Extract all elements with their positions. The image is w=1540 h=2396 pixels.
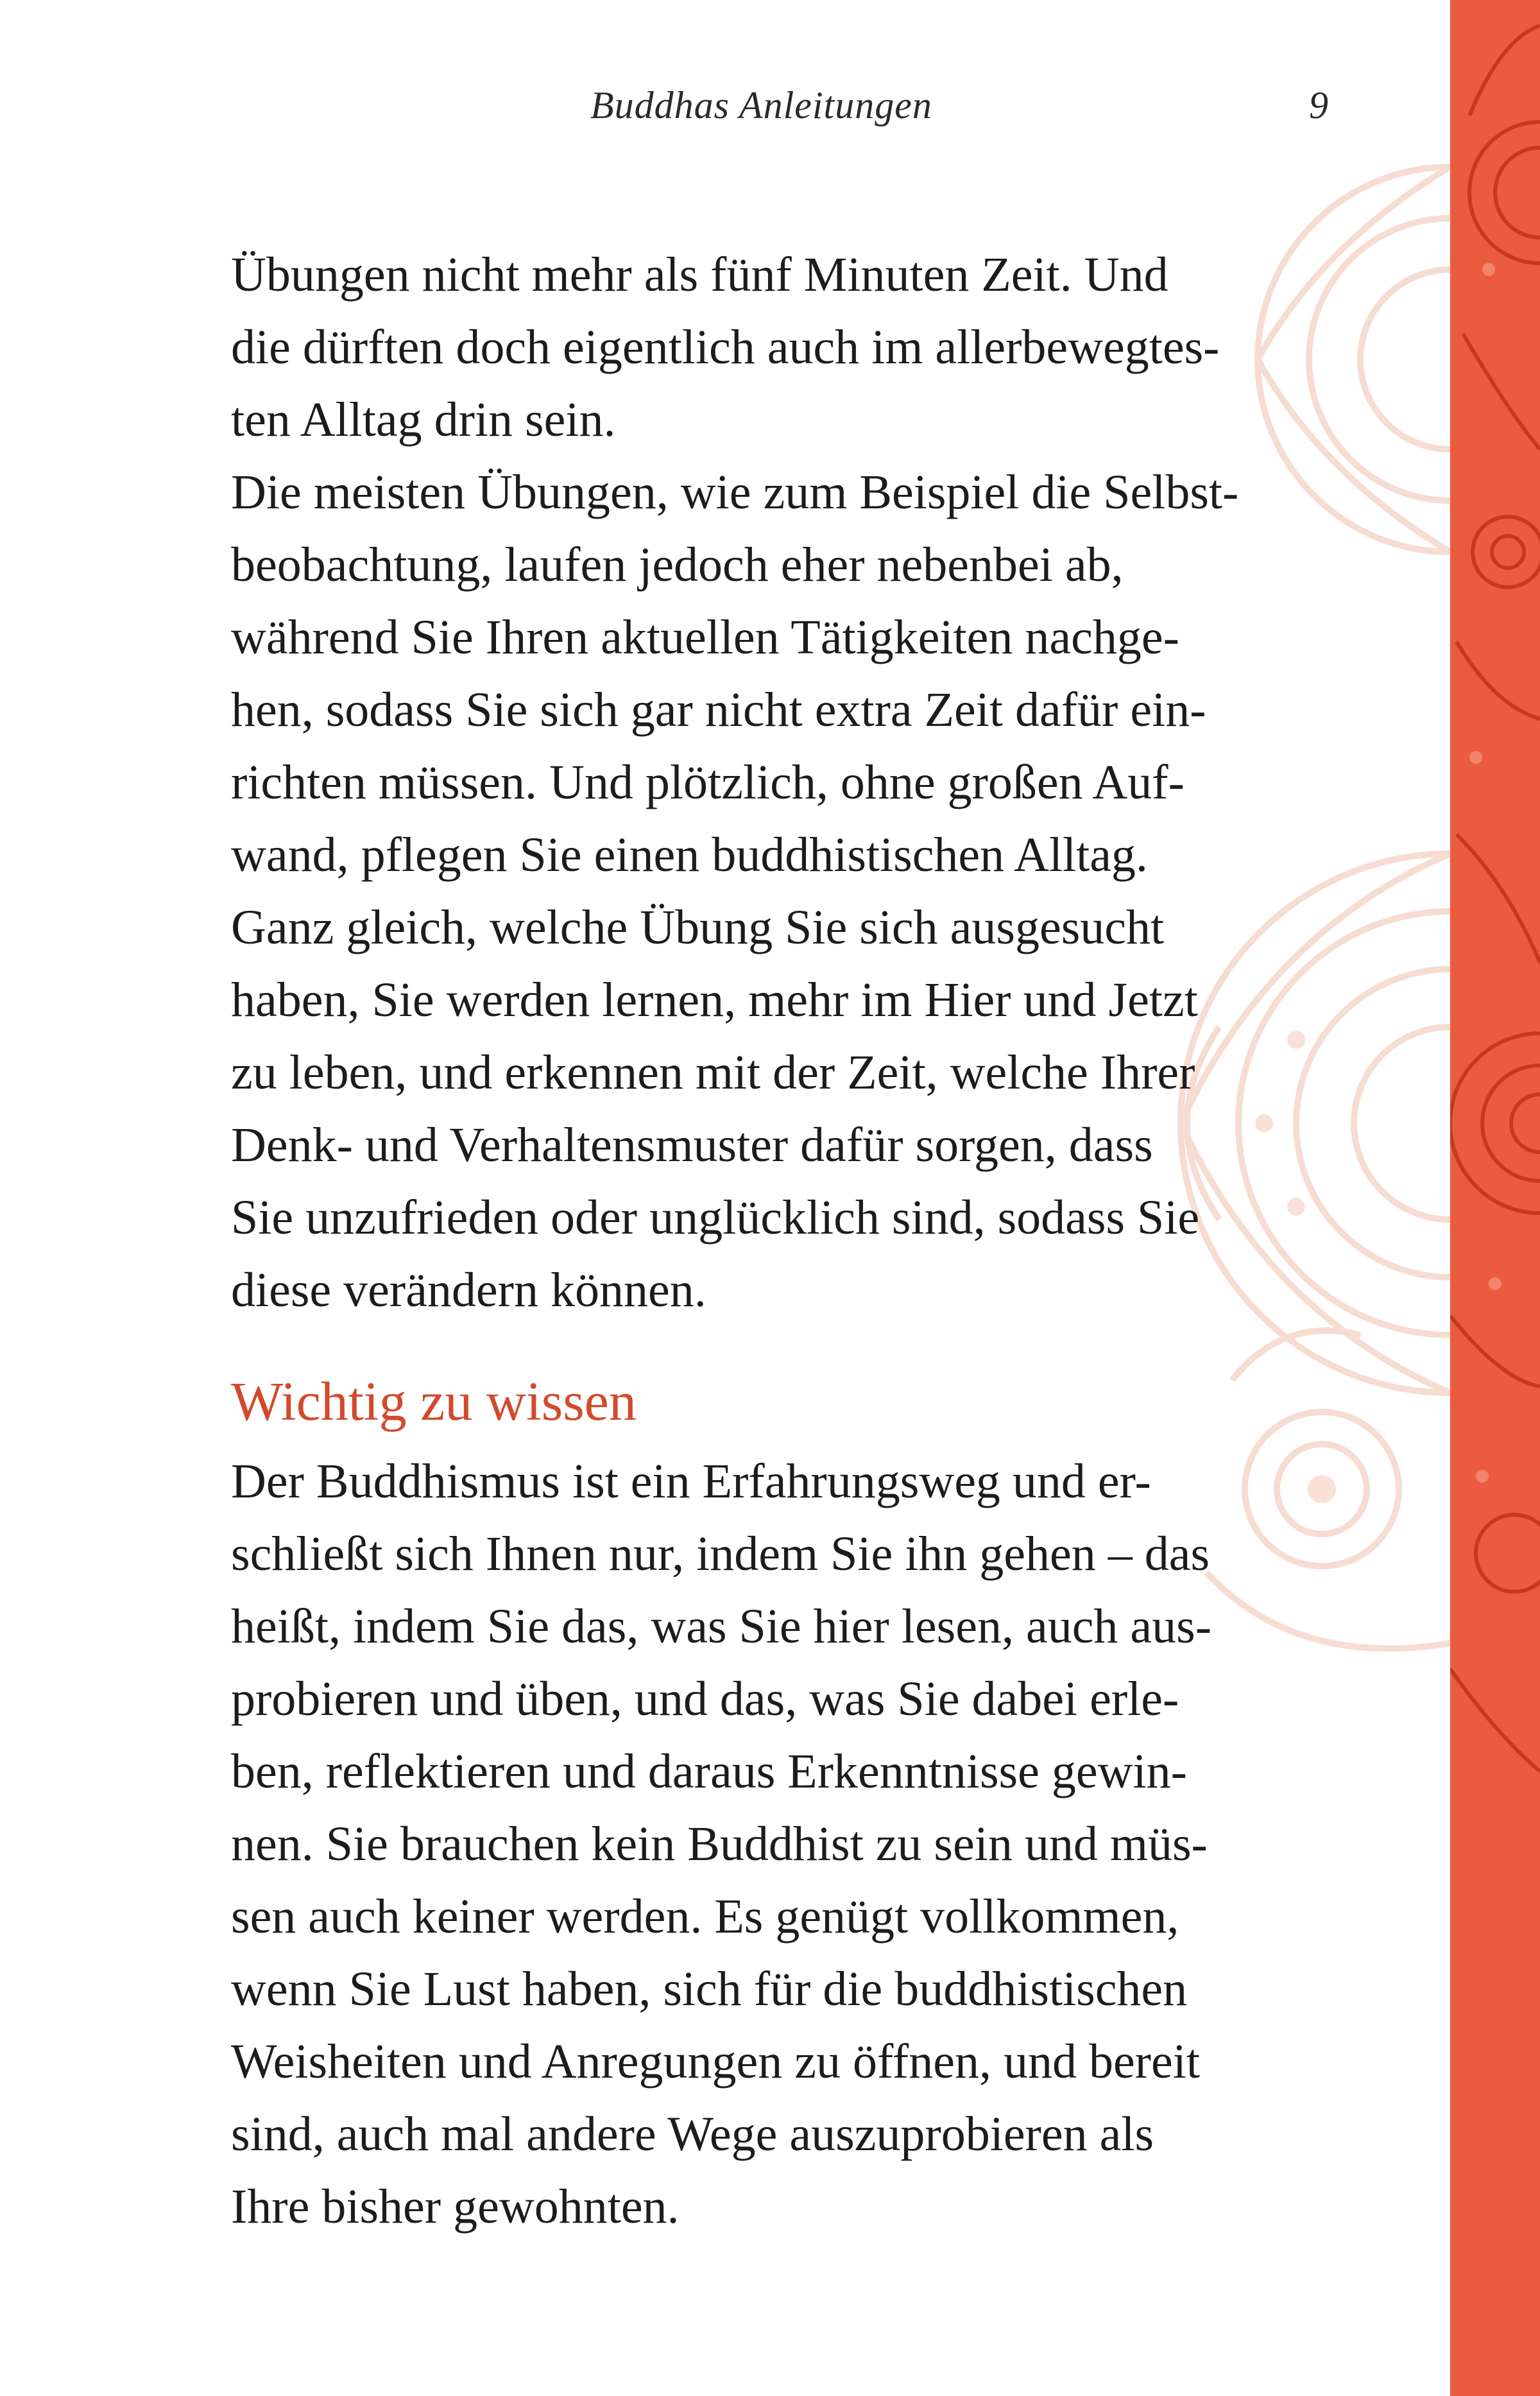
- paragraph-3: [231, 892, 1335, 1327]
- text-line: Der Buddhismus ist ein Erfahrungsweg und er-: [231, 1454, 1151, 1508]
- text-line: nen. Sie brauchen kein Buddhist zu sein und müs-: [231, 1817, 1208, 1871]
- text-line: Denk- und Verhaltensmuster dafür sorgen, dass: [231, 1118, 1153, 1172]
- paragraph-4: [231, 1445, 1335, 2243]
- text-line: die dürften doch eigentlich auch im allerbewegtes-: [231, 320, 1220, 374]
- text-line: Ihre bisher gewohnten.: [231, 2180, 680, 2234]
- text-line: Übungen nicht mehr als fünf Minuten Zeit. Und: [231, 248, 1168, 302]
- text-line: während Sie Ihren aktuellen Tätigkeiten nachge-: [231, 610, 1179, 664]
- paragraph-1: [231, 239, 1335, 456]
- body-text: [231, 239, 1335, 2243]
- text-line: wand, pflegen Sie einen buddhistischen Alltag.: [231, 828, 1148, 882]
- paragraph-2: [231, 456, 1335, 892]
- text-line: probieren und üben, und das, was Sie dabei erle-: [231, 1672, 1179, 1726]
- text-line: haben, Sie werden lernen, mehr im Hier und Jetzt: [231, 973, 1198, 1027]
- text-line: hen, sodass Sie sich gar nicht extra Zeit dafür ein-: [231, 683, 1206, 737]
- text-line: richten müssen. Und plötzlich, ohne großen Auf-: [231, 755, 1185, 809]
- running-title: Buddhas Anleitungen: [590, 84, 932, 126]
- page-number: 9: [1309, 84, 1328, 126]
- text-line: Die meisten Übungen, wie zum Beispiel die Selbst-: [231, 465, 1239, 519]
- section-heading: Wichtig zu wissen: [231, 1370, 637, 1432]
- text-line: Sie unzufrieden oder unglücklich sind, sodass Sie: [231, 1191, 1200, 1245]
- text-line: Weisheiten und Anregungen zu öffnen, und bereit: [231, 2035, 1200, 2089]
- text-line: ben, reflektieren und daraus Erkenntnisse gewin-: [231, 1745, 1187, 1798]
- text-line: zu leben, und erkennen mit der Zeit, welche Ihrer: [231, 1046, 1195, 1099]
- text-line: beobachtung, laufen jedoch eher nebenbei ab,: [231, 538, 1124, 592]
- page-header: [231, 83, 1328, 135]
- text-line: wenn Sie Lust haben, sich für die buddhistischen: [231, 1962, 1188, 2016]
- mandala-ornament-strip: [1450, 0, 1540, 2396]
- decorative-side-strip: [1450, 0, 1540, 2396]
- text-line: schließt sich Ihnen nur, indem Sie ihn gehen – das: [231, 1527, 1210, 1581]
- text-line: diese verändern können.: [231, 1263, 706, 1317]
- text-line: ten Alltag drin sein.: [231, 393, 616, 447]
- text-line: Ganz gleich, welche Übung Sie sich ausgesucht: [231, 901, 1165, 954]
- text-line: sen auch keiner werden. Es genügt vollkommen,: [231, 1890, 1179, 1944]
- text-line: sind, auch mal andere Wege auszuprobieren als: [231, 2107, 1154, 2161]
- text-line: heißt, indem Sie das, was Sie hier lesen, auch aus-: [231, 1599, 1212, 1653]
